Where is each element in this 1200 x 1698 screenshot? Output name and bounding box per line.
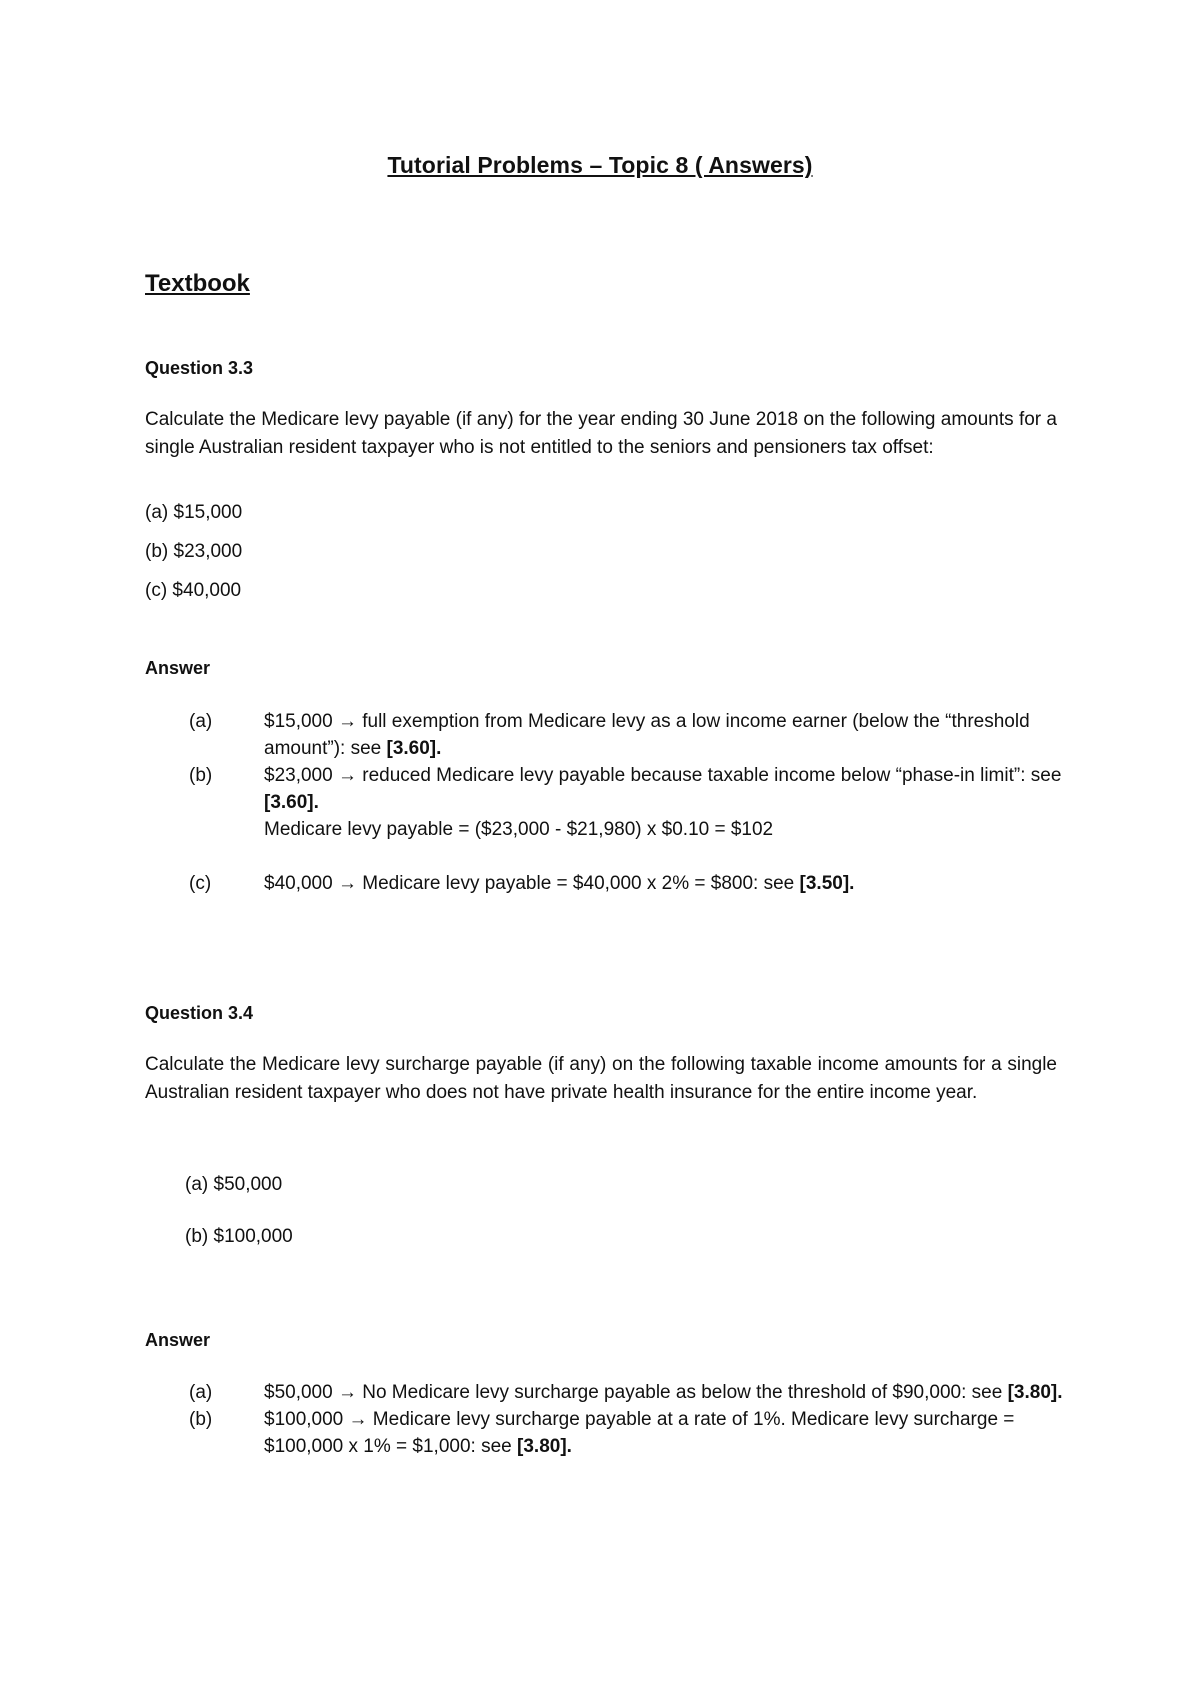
answer-3-3-b: [185, 762, 1065, 843]
question-3-3-text: Calculate the Medicare levy payable (if any) for the year ending 30 June 2018 on the following amounts for a single Australian resident taxpayer who is not entitled to the seniors and pensioners tax offset:: [145, 409, 1057, 458]
answer-text: $40,000 → Medicare levy payable = $40,000 x 2% = $800: see [3.50].: [264, 873, 855, 894]
answer-text: $15,000 → full exemption from Medicare levy as a low income earner (below the “threshold amount”): see [3.60].: [264, 711, 1030, 759]
answer-text: $50,000 → No Medicare levy surcharge payable as below the threshold of $90,000: see [3.80].: [264, 1382, 1063, 1403]
question-3-4-text: Calculate the Medicare levy surcharge payable (if any) on the following taxable income amounts for a single Australian resident taxpayer who does not have private health insurance for the entire income year.: [145, 1054, 1057, 1103]
answer-label: (c): [189, 873, 212, 894]
question-3-3-item-c: (c) $40,000: [145, 580, 242, 601]
answer-3-3-list: [185, 708, 1065, 897]
question-3-4-heading: Question 3.4: [145, 1003, 254, 1023]
question-3-3-item-a: (a) $15,000: [145, 502, 243, 523]
answer-text: $23,000 → reduced Medicare levy payable because taxable income below “phase-in limit”: see [3.60]. Medicare levy payable = ($23,000 - $21,980) x $0.10 = $102: [264, 765, 1062, 840]
answer-label: (b): [189, 1409, 213, 1430]
answer-calculation: Medicare levy payable = ($23,000 - $21,980) x $0.10 = $102: [264, 819, 774, 840]
answer-label: (a): [189, 1382, 213, 1403]
answer-3-4-b: [185, 1406, 1065, 1460]
question-3-3-item-b: (b) $23,000: [145, 541, 243, 562]
answer-label: (a): [189, 711, 213, 732]
page-title: Tutorial Problems – Topic 8 ( Answers): [387, 152, 813, 178]
question-3-3-heading: Question 3.3: [145, 358, 254, 378]
answer-3-4-list: [185, 1379, 1065, 1460]
answer-3-3-a: [185, 708, 1065, 762]
question-3-4-item-a: (a) $50,000: [185, 1174, 283, 1195]
section-heading-textbook: Textbook: [145, 270, 250, 297]
answer-label: (b): [189, 765, 213, 786]
answer-3-3-heading: Answer: [145, 658, 211, 678]
answer-3-4-heading: Answer: [145, 1330, 211, 1350]
answer-3-4-a: [185, 1379, 1065, 1406]
answer-text: $100,000 → Medicare levy surcharge payable at a rate of 1%. Medicare levy surcharge = $100,000 x 1% = $1,000: see [3.80].: [264, 1409, 1015, 1457]
question-3-4-item-b: (b) $100,000: [185, 1226, 293, 1247]
answer-3-3-c: [185, 870, 1065, 897]
